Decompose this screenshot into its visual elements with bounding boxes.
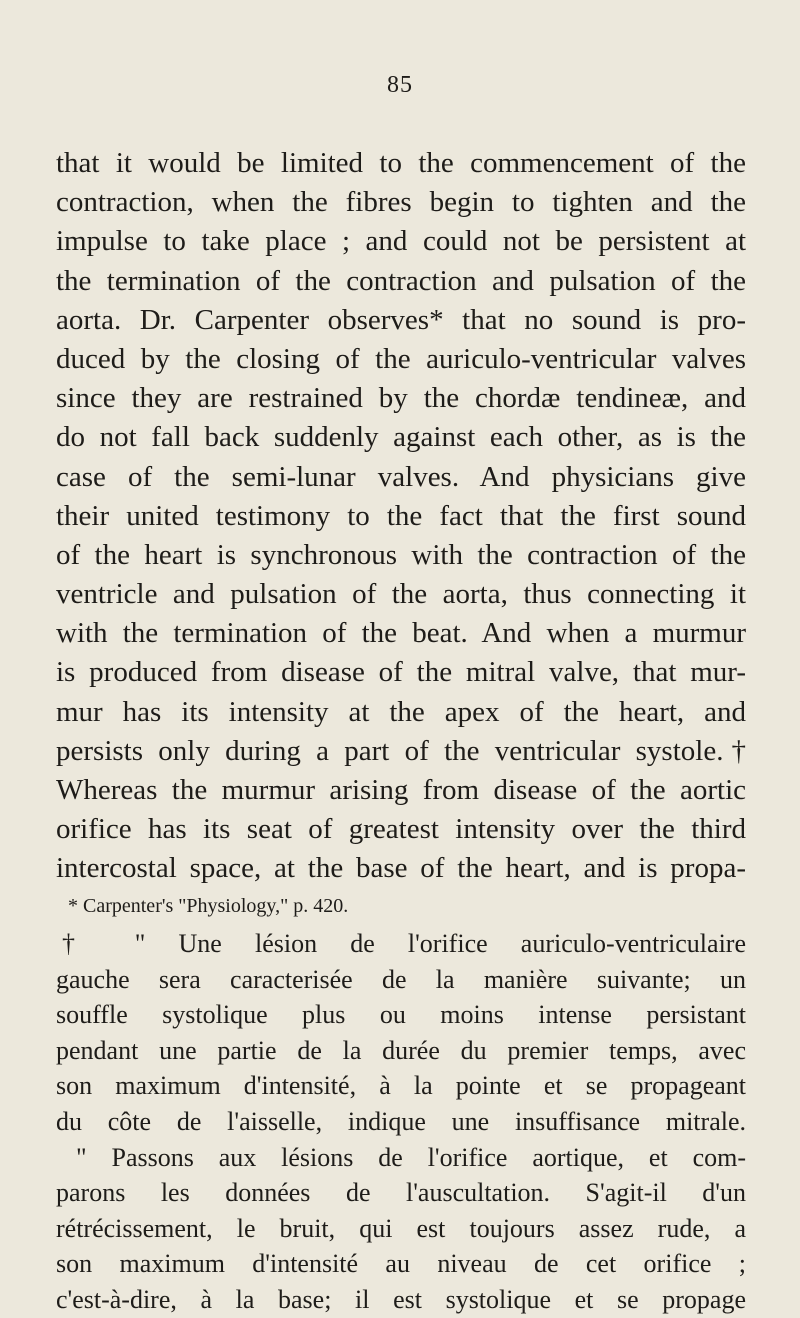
page-number: 85 — [387, 72, 413, 98]
text-line: intercostal space, at the base of the heart, and is propa- — [56, 852, 746, 885]
text-line: do not fall back suddenly against each other, as is the — [56, 421, 746, 454]
text-line: case of the semi-lunar valves. And physicians give — [56, 460, 746, 493]
text-line: the termination of the contraction and pulsation of the — [56, 264, 746, 297]
text-line: since they are restrained by the chordæ tendineæ, and — [56, 382, 746, 415]
text-line: their united testimony to the fact that the first sound — [56, 499, 746, 532]
footnote-carpenter: * Carpenter's "Physiology," p. 420. — [68, 895, 349, 917]
text-line: mur has its intensity at the apex of the heart, and — [56, 695, 746, 728]
text-line: ventricle and pulsation of the aorta, thus connecting it — [56, 578, 746, 611]
footnote-line: † " Une lésion de l'orifice auriculo-ventriculaire — [62, 929, 746, 958]
footnote-line: rétrécissement, le bruit, qui est toujours assez rude, a — [56, 1213, 746, 1243]
footnotes — [56, 892, 746, 1318]
text-line: contraction, when the fibres begin to tighten and the — [56, 186, 746, 219]
text-line: persists only during a part of the ventricular systole.† — [56, 734, 746, 767]
footnote-line: " Passons aux lésions de l'orifice aortique, et com- — [76, 1142, 746, 1172]
text-line: Whereas the murmur arising from disease of the aortic — [56, 774, 746, 806]
footnote-line: du côte de l'aisselle, indique une insuffisance mitrale. — [56, 1106, 746, 1136]
footnote-line: son maximum d'intensité, à la pointe et se propageant — [56, 1071, 746, 1101]
text-line: orifice has its seat of greatest intensity over the third — [56, 813, 746, 846]
text-line: with the termination of the beat. And when a murmur — [56, 617, 746, 650]
text-line: duced by the closing of the auriculo-ventricular valves — [56, 342, 746, 375]
footnote-line: pendant une partie de la durée du premier temps, avec — [56, 1035, 746, 1065]
footnote-line: souffle systolique plus ou moins intense persistant — [56, 1000, 746, 1030]
footnote-line: parons les données de l'auscultation. S'agit-il d'un — [56, 1178, 746, 1208]
main-paragraph — [56, 144, 746, 889]
text-line: aorta. Dr. Carpenter observes* that no sound is pro- — [56, 303, 746, 336]
text-line: is produced from disease of the mitral valve, that mur- — [56, 656, 746, 689]
footnote-line: son maximum d'intensité au niveau de cet orifice ; — [56, 1249, 746, 1279]
footnote-line: gauche sera caracterisée de la manière suivante; un — [56, 964, 746, 994]
text-line: of the heart is synchronous with the contraction of the — [56, 538, 746, 571]
footnote-line: c'est-à-dire, à la base; il est systolique et se propage — [56, 1284, 746, 1314]
text-line: that it would be limited to the commencement of the — [56, 147, 746, 179]
text-line: impulse to take place ; and could not be persistent at — [56, 225, 746, 258]
